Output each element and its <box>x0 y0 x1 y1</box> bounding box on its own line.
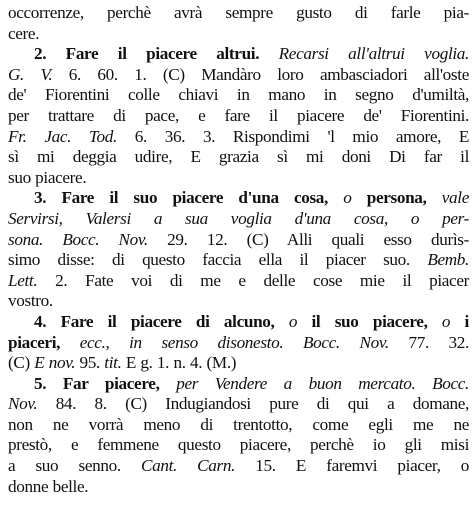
text-run: E g. 1. n. 4. (M.) <box>121 353 237 373</box>
bold-run: 5. Far piacere, <box>34 373 160 393</box>
italic-run: ecc., in senso disonesto. Bocc. Nov. <box>60 332 389 352</box>
text-line <box>8 435 469 456</box>
italic-run: o <box>274 311 312 331</box>
italic-run: Cant. Carn. <box>140 456 236 476</box>
text-line <box>8 65 469 86</box>
text-line <box>8 209 469 230</box>
text-line <box>8 3 469 24</box>
text-line <box>8 188 469 209</box>
text-line <box>8 312 469 333</box>
text-line <box>8 127 469 148</box>
text-line <box>8 394 469 415</box>
text-run: 6. 36. 3. Rispondimi 'l mio amore, E <box>116 126 469 146</box>
text-run: 77. 32. <box>388 332 469 352</box>
text-line <box>8 333 469 354</box>
text-line <box>8 106 469 127</box>
text-line <box>8 168 469 189</box>
text-line <box>8 415 469 436</box>
italic-run: o <box>328 188 367 208</box>
text-run: 29. 12. (C) Alli quali esso durìs- <box>147 229 469 249</box>
bold-run: 4. Fare il piacere di alcuno, <box>34 311 275 331</box>
text-line <box>8 374 469 395</box>
text-run: sì mi deggia udire, E grazia sì mi doni Di far il <box>8 147 469 167</box>
italic-run: o <box>427 311 465 331</box>
text-run <box>259 44 278 63</box>
italic-run: Servirsi, Valersi a sua voglia d'una cosa, o per- <box>8 208 469 228</box>
text-run: a suo senno. <box>8 456 141 476</box>
text-run: cere. <box>8 23 40 43</box>
text-run: simo disse: di questo faccia ella il piacer suo. <box>8 250 428 270</box>
text-run: vostro. <box>8 291 53 311</box>
text-line <box>8 85 469 106</box>
bold-run: il suo piacere, <box>311 311 428 331</box>
italic-run: vale <box>426 188 469 208</box>
italic-run: Recarsi all'altrui voglia. <box>278 44 469 64</box>
text-run: prestò, e femmene questo piacere, perchè io gli misi <box>8 435 469 455</box>
text-run: occorrenze, perchè avrà sempre gusto di farle pia- <box>8 3 469 22</box>
italic-run: Fr. Jac. Tod. <box>8 126 117 146</box>
bold-run: piaceri, <box>8 332 61 352</box>
text-run: de' Fiorentini colle chiavi in mano in segno d'umiltà, <box>8 85 469 105</box>
text-line <box>8 271 469 292</box>
text-run: (C) <box>8 353 35 373</box>
text-line <box>8 477 469 498</box>
dictionary-page <box>8 3 469 497</box>
italic-run: E nov. <box>34 353 76 373</box>
italic-run: sona. Bocc. Nov. <box>8 229 148 249</box>
text-run: donne belle. <box>8 476 89 496</box>
italic-run: tit. <box>104 353 122 373</box>
italic-run: per Vendere a buon mercato. Bocc. <box>159 373 469 393</box>
bold-run: persona, <box>366 188 427 208</box>
text-run: 84. 8. (C) Indugiandosi pure di qui a domane, <box>37 394 469 414</box>
text-run: non ne vorrà meno di trentotto, come egli me ne <box>8 414 469 434</box>
bold-run: 2. Fare il piacere altrui. <box>34 44 260 64</box>
text-line <box>8 230 469 251</box>
text-run: per trattare di pace, e fare il piacere de' Fiorentini. <box>8 105 469 125</box>
text-run: 15. E faremvi piacer, o <box>235 456 469 476</box>
italic-run: Lett. <box>8 270 38 290</box>
bold-run: 3. Fare il suo piacere d'una cosa, <box>34 188 328 208</box>
text-run: 6. 60. 1. (C) Mandàro loro ambasciadori all'oste <box>52 64 469 84</box>
italic-run: G. V. <box>8 64 53 84</box>
text-line <box>8 250 469 271</box>
bold-run: i <box>464 311 469 331</box>
text-run: 2. Fate voi di me e delle cose mie il piacer <box>37 270 469 290</box>
text-line <box>8 24 469 45</box>
text-line <box>8 44 469 65</box>
italic-run: Bemb. <box>427 250 469 270</box>
text-run: 95. <box>75 353 105 373</box>
text-run: suo piacere. <box>8 167 87 187</box>
text-line <box>8 353 469 374</box>
text-line <box>8 456 469 477</box>
text-line <box>8 147 469 168</box>
text-line <box>8 291 469 312</box>
italic-run: Nov. <box>8 394 38 414</box>
